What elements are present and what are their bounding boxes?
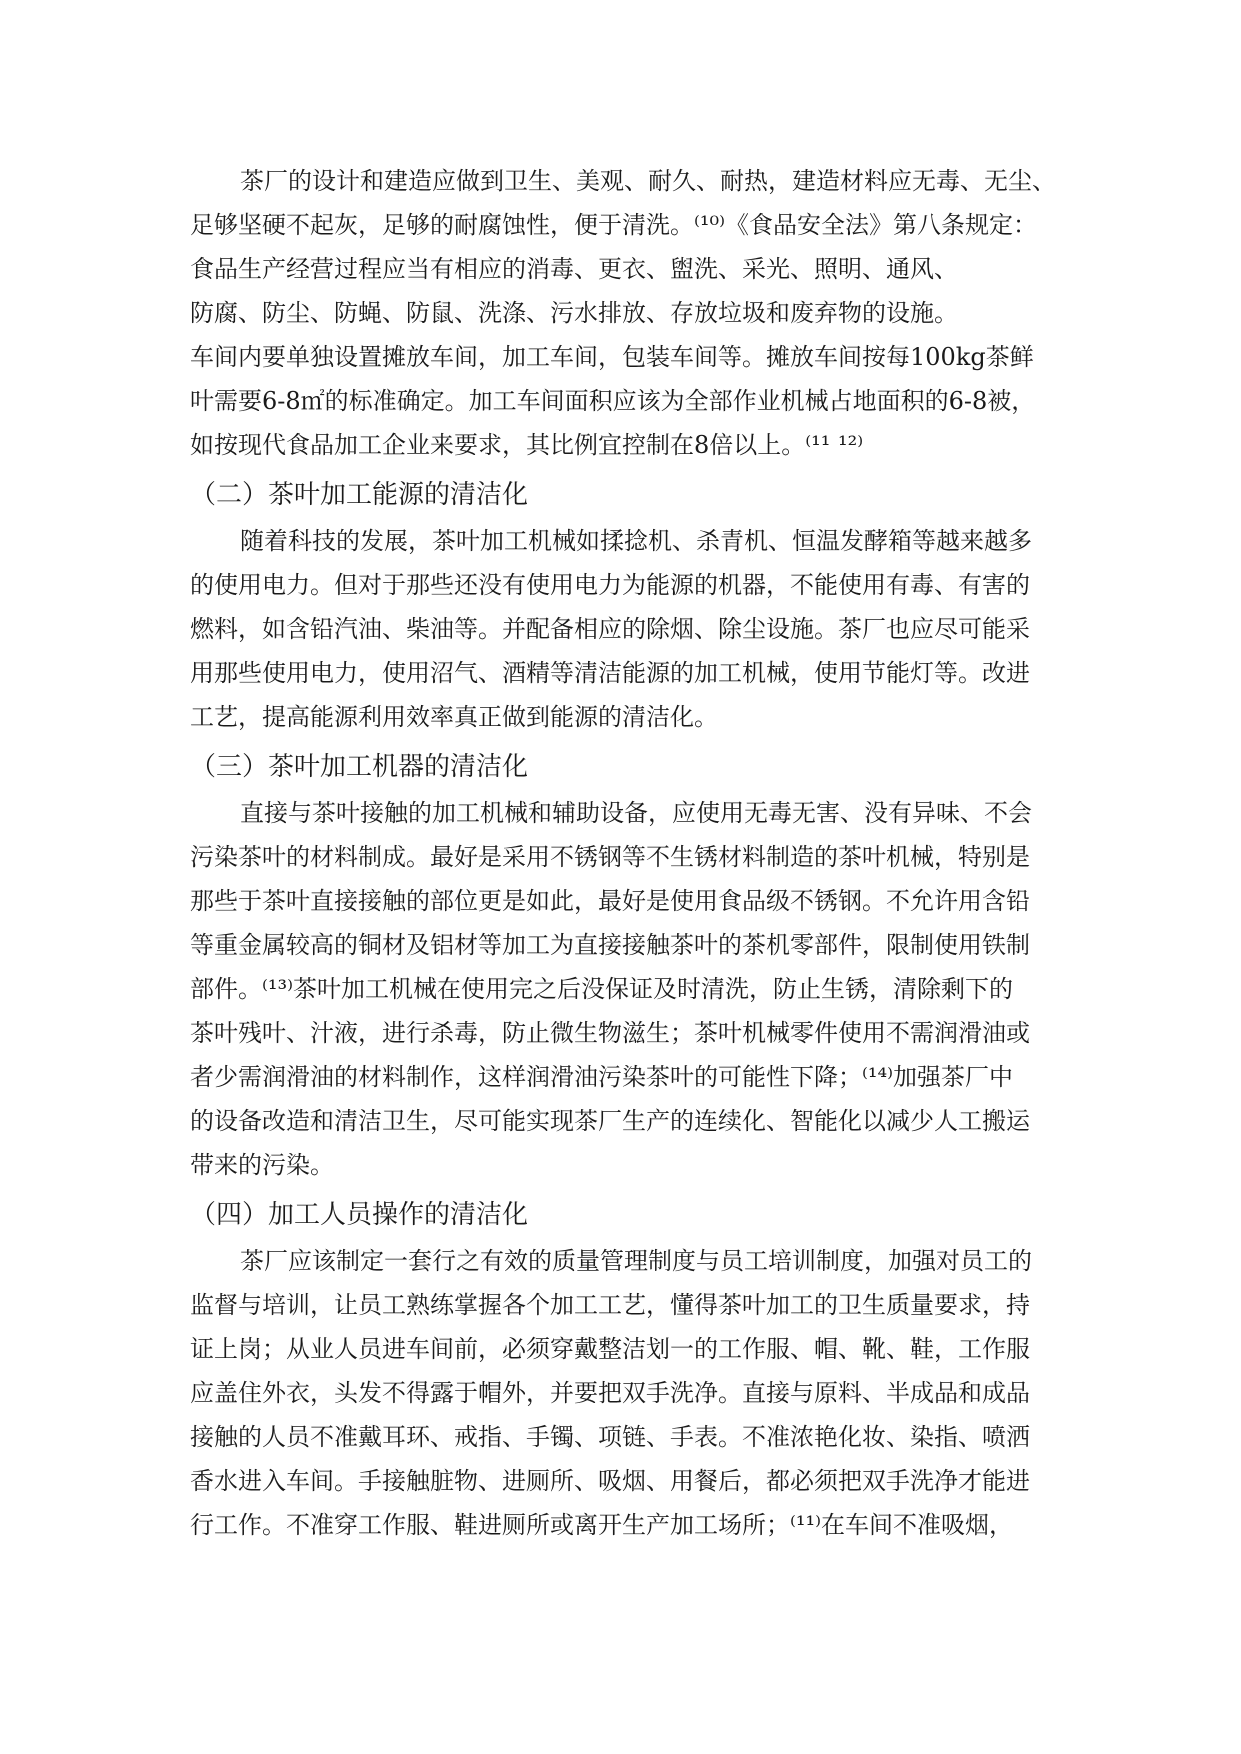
paragraph-line: 燃料，如含铅汽油、柴油等。并配备相应的除烟、除尘设施。茶厂也应尽可能采 <box>190 615 1030 643</box>
paragraph-line: 者少需润滑油的材料制作，这样润滑油污染茶叶的可能性下降；⁽¹⁴⁾加强茶厂中 <box>190 1063 1014 1091</box>
paragraph-line: 足够坚硬不起灰，足够的耐腐蚀性，便于清洗。⁽¹⁰⁾《食品安全法》第八条规定： <box>190 211 1038 239</box>
paragraph-line: 监督与培训，让员工熟练掌握各个加工工艺，懂得茶叶加工的卫生质量要求，持 <box>190 1291 1030 1319</box>
paragraph-line: 接触的人员不准戴耳环、戒指、手镯、项链、手表。不准浓艳化妆、染指、喷洒 <box>190 1423 1030 1451</box>
paragraph-line: 部件。⁽¹³⁾茶叶加工机械在使用完之后没保证及时清洗，防止生锈，清除剩下的 <box>190 975 1014 1003</box>
paragraph-line: 带来的污染。 <box>190 1151 334 1179</box>
section-heading: （四）加工人员操作的清洁化 <box>190 1200 529 1230</box>
paragraph-line: 香水进入车间。手接触脏物、进厕所、吸烟、用餐后，都必须把双手洗净才能进 <box>190 1467 1030 1495</box>
section-heading: （三）茶叶加工机器的清洁化 <box>190 752 529 782</box>
paragraph-line: 应盖住外衣，头发不得露于帽外，并要把双手洗净。直接与原料、半成品和成品 <box>190 1379 1030 1407</box>
paragraph-line: 污染茶叶的材料制成。最好是采用不锈钢等不生锈材料制造的茶叶机械，特别是 <box>190 843 1030 871</box>
paragraph-line: 的设备改造和清洁卫生，尽可能实现茶厂生产的连续化、智能化以减少人工搬运 <box>190 1107 1030 1135</box>
paragraph-line: 行工作。不准穿工作服、鞋进厕所或离开生产加工场所；⁽¹¹⁾在车间不准吸烟， <box>190 1511 1014 1539</box>
paragraph-line: 如按现代食品加工企业来要求，其比例宜控制在8倍以上。⁽¹¹ ¹²⁾ <box>190 431 864 459</box>
paragraph-line: 车间内要单独设置摊放车间，加工车间，包装车间等。摊放车间按每100kg茶鲜 <box>190 343 1034 371</box>
paragraph-line: 茶厂应该制定一套行之有效的质量管理制度与员工培训制度，加强对员工的 <box>240 1247 1032 1275</box>
paragraph-line: 茶叶残叶、汁液，进行杀毒，防止微生物滋生；茶叶机械零件使用不需润滑油或 <box>190 1019 1030 1047</box>
paragraph-line: 直接与茶叶接触的加工机械和辅助设备，应使用无毒无害、没有异味、不会 <box>240 799 1032 827</box>
paragraph-line: 那些于茶叶直接接触的部位更是如此，最好是使用食品级不锈钢。不允许用含铅 <box>190 887 1030 915</box>
paragraph-line: 茶厂的设计和建造应做到卫生、美观、耐久、耐热，建造材料应无毒、无尘、 <box>240 167 1056 195</box>
paragraph-line: 随着科技的发展，茶叶加工机械如揉捻机、杀青机、恒温发酵箱等越来越多 <box>240 527 1032 555</box>
paragraph-line: 证上岗；从业人员进车间前，必须穿戴整洁划一的工作服、帽、靴、鞋，工作服 <box>190 1335 1030 1363</box>
paragraph-line: 的使用电力。但对于那些还没有使用电力为能源的机器，不能使用有毒、有害的 <box>190 571 1030 599</box>
section-heading: （二）茶叶加工能源的清洁化 <box>190 480 529 510</box>
paragraph-line: 用那些使用电力，使用沼气、酒精等清洁能源的加工机械，使用节能灯等。改进 <box>190 659 1030 687</box>
paragraph-line: 等重金属较高的铜材及铝材等加工为直接接触茶叶的茶机零部件，限制使用铁制 <box>190 931 1030 959</box>
paragraph-line: 食品生产经营过程应当有相应的消毒、更衣、盥洗、采光、照明、通风、 <box>190 255 958 283</box>
paragraph-line: 防腐、防尘、防蝇、防鼠、洗涤、污水排放、存放垃圾和废弃物的设施。 <box>190 299 958 327</box>
paragraph-line: 叶需要6-8㎡的标准确定。加工车间面积应该为全部作业机械占地面积的6-8被， <box>190 387 1036 415</box>
paragraph-line: 工艺，提高能源利用效率真正做到能源的清洁化。 <box>190 703 718 731</box>
